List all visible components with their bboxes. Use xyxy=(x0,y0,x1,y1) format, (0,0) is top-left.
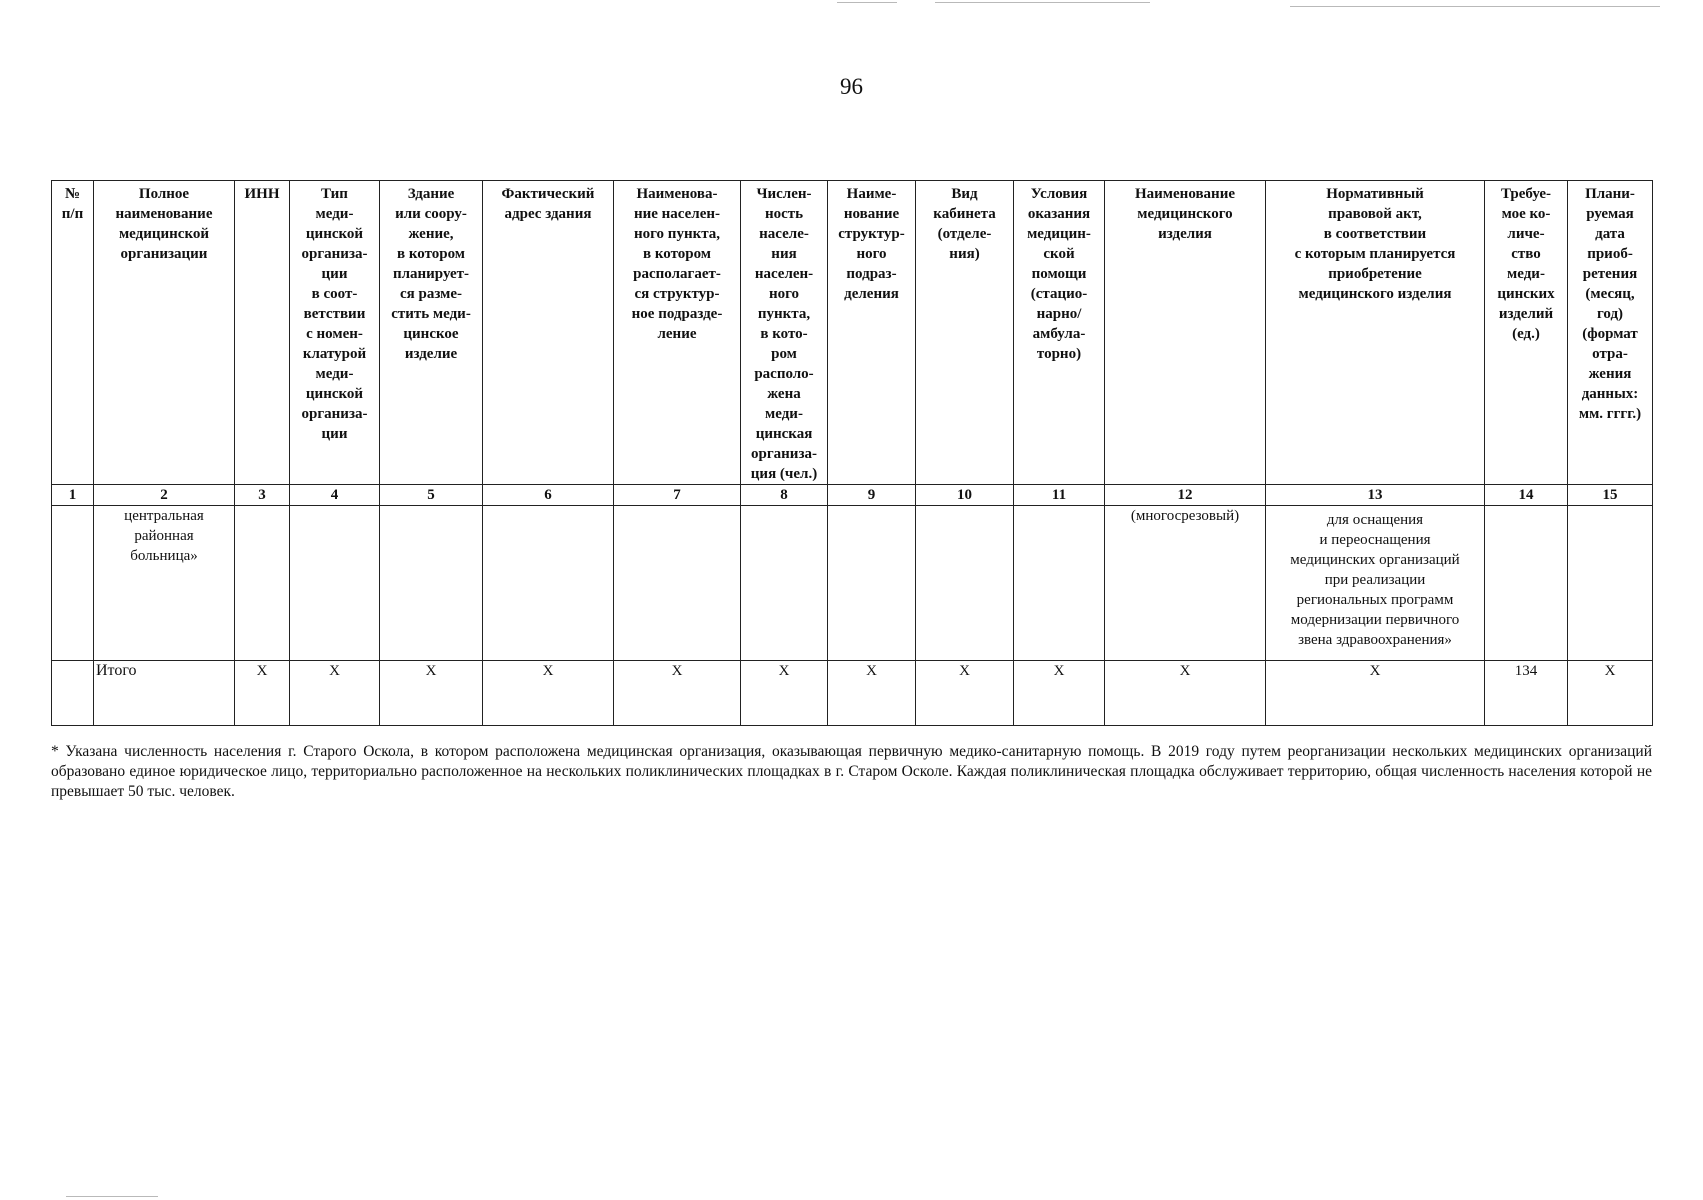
header-cell-13: Нормативный правовой акт, в соответствии с которым планируется приобретение медицинского изделия xyxy=(1266,181,1485,485)
column-number: 12 xyxy=(1105,485,1266,506)
scan-artifact-top-3 xyxy=(1290,6,1660,7)
total-cell: X xyxy=(380,661,483,726)
column-number: 5 xyxy=(380,485,483,506)
header-cell-7: Наименова- ние населен- ного пункта, в котором располагает- ся структур- ное подразде- ление xyxy=(614,181,741,485)
device-name-cell: (многосрезовый) xyxy=(1105,506,1266,661)
scan-artifact-top-1 xyxy=(837,2,897,3)
header-cell-8: Числен- ность населе- ния населен- ного пункта, в кото- ром располо- жена меди- цинская организа- ция (чел.) xyxy=(741,181,828,485)
total-cell: X xyxy=(741,661,828,726)
scan-artifact-bottom xyxy=(66,1196,158,1197)
column-number: 2 xyxy=(94,485,235,506)
header-cell-2: Полное наименование медицинской организации xyxy=(94,181,235,485)
header-cell-6: Фактический адрес здания xyxy=(483,181,614,485)
total-row xyxy=(52,661,1653,726)
scan-artifact-top-2 xyxy=(935,2,1150,3)
header-cell-12: Наименование медицинского изделия xyxy=(1105,181,1266,485)
column-number: 7 xyxy=(614,485,741,506)
column-number: 15 xyxy=(1568,485,1653,506)
column-number: 1 xyxy=(52,485,94,506)
column-number: 14 xyxy=(1485,485,1568,506)
header-cell-9: Наиме- нование структур- ного подраз- деления xyxy=(828,181,916,485)
legal-act-cell: для оснащения и переоснащения медицинских организаций при реализации региональных программ модернизации первичного звена здравоохранения» xyxy=(1266,506,1485,661)
table-header-row xyxy=(52,181,1653,485)
medical-devices-table xyxy=(51,180,1653,726)
column-number: 8 xyxy=(741,485,828,506)
header-cell-11: Условия оказания медицин- ской помощи (стацио- нарно/ амбула- торно) xyxy=(1014,181,1105,485)
total-cell: X xyxy=(916,661,1014,726)
total-cell: X xyxy=(1014,661,1105,726)
header-cell-3: ИНН xyxy=(235,181,290,485)
table-row xyxy=(52,506,1653,661)
header-cell-15: Плани- руемая дата приоб- ретения (месяц, год) (формат отра- жения данных: мм. гггг.) xyxy=(1568,181,1653,485)
total-cell: X xyxy=(614,661,741,726)
column-number: 9 xyxy=(828,485,916,506)
header-cell-10: Вид кабинета (отделе- ния) xyxy=(916,181,1014,485)
org-name-cell: центральная районная больница» xyxy=(94,506,235,661)
column-number-row xyxy=(52,485,1653,506)
header-cell-4: Тип меди- цинской организа- ции в соот- ветствии с номен- клатурой меди- цинской организа- ции xyxy=(290,181,380,485)
column-number: 13 xyxy=(1266,485,1485,506)
total-cell: X xyxy=(235,661,290,726)
total-cell: X xyxy=(1568,661,1653,726)
total-cell: X xyxy=(483,661,614,726)
total-cell: X xyxy=(828,661,916,726)
total-quantity-cell: 134 xyxy=(1485,661,1568,726)
header-cell-1: № п/п xyxy=(52,181,94,485)
column-number: 11 xyxy=(1014,485,1105,506)
header-cell-14: Требуе- мое ко- личе- ство меди- цинских изделий (ед.) xyxy=(1485,181,1568,485)
total-cell: X xyxy=(290,661,380,726)
page-number: 96 xyxy=(840,74,863,99)
column-number: 4 xyxy=(290,485,380,506)
column-number: 10 xyxy=(916,485,1014,506)
footnote: * Указана численность населения г. Старого Оскола, в котором расположена медицинская организация, оказывающая первичную медико-санитарную помощь. В 2019 году путем реорганизации нескольких медицинских организаций образовано единое юридическое лицо, территориально расположенное на нескольких поликлинических площадках в г. Старом Осколе. Каждая поликлиническая площадка обслуживает территорию, общая численность населения которой не превышает 50 тыс. человек. xyxy=(51,743,1652,800)
total-label: Итого xyxy=(94,661,235,726)
column-number: 6 xyxy=(483,485,614,506)
header-cell-5: Здание или соору- жение, в котором планирует- ся разме- стить меди- цинское изделие xyxy=(380,181,483,485)
total-cell: X xyxy=(1266,661,1485,726)
total-cell: X xyxy=(1105,661,1266,726)
column-number: 3 xyxy=(235,485,290,506)
